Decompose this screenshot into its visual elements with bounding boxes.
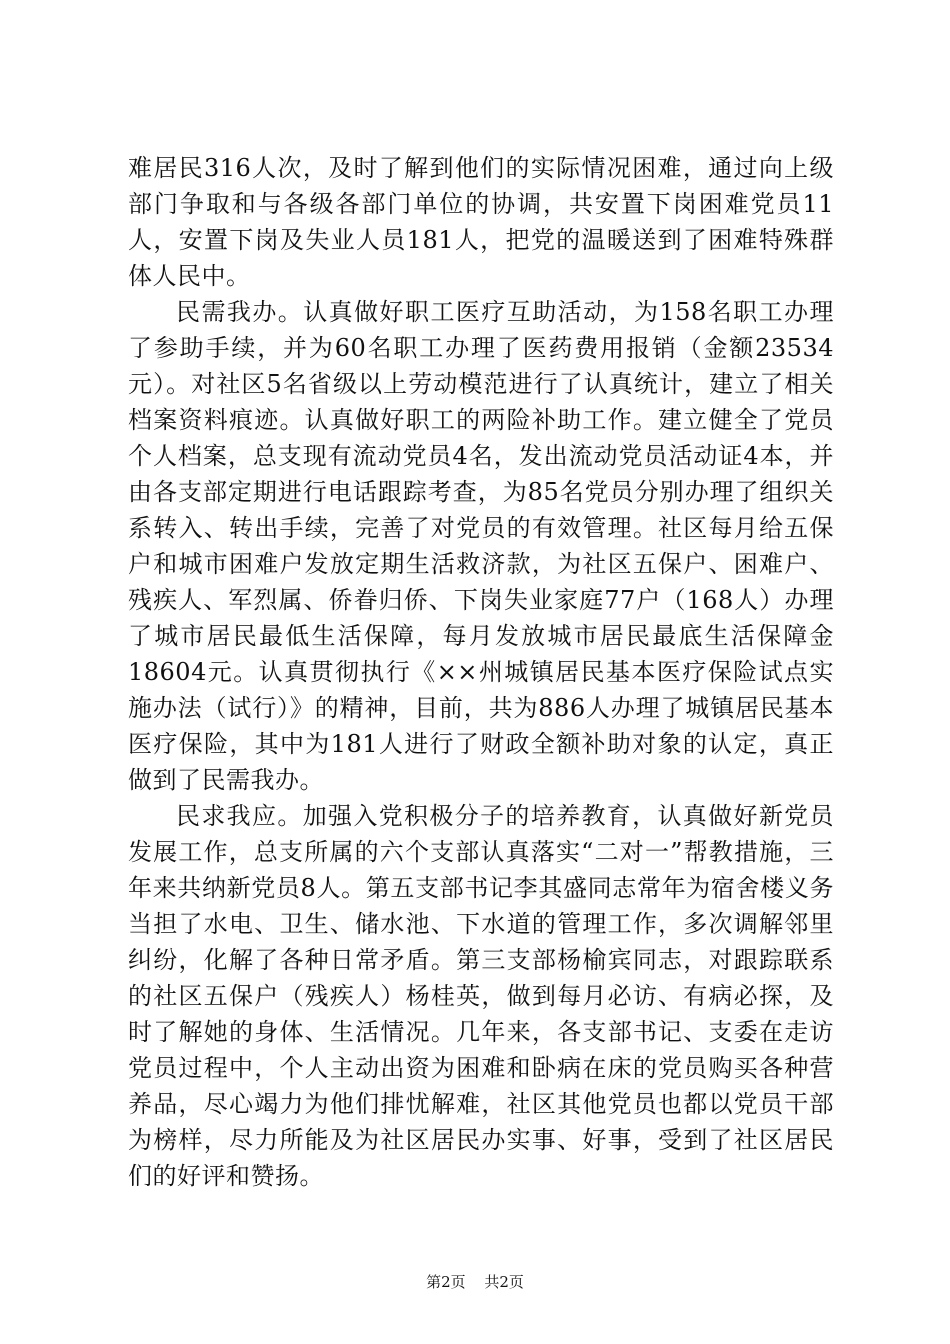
page-number: 第2页	[426, 1273, 466, 1291]
paragraph-continued: 难居民316人次，及时了解到他们的实际情况困难，通过向上级部门争取和与各级各部门单位的协调，共安置下岗困难党员11人，安置下岗及失业人员181人，把党的温暖送到了困难特殊群体人民中。	[128, 154, 834, 290]
page-footer	[0, 1272, 950, 1292]
document-body	[128, 150, 834, 1194]
paragraph-min-qiu-wo-ying: 民求我应。加强入党积极分子的培养教育，认真做好新党员发展工作，总支所属的六个支部认真落实“二对一”帮教措施，三年来共纳新党员8人。第五支部书记李其盛同志常年为宿舍楼义务当担了水电、卫生、储水池、下水道的管理工作，多次调解邻里纠纷，化解了各种日常矛盾。第三支部杨榆宾同志，对跟踪联系的社区五保户（残疾人）杨桂英，做到每月必访、有病必探，及时了解她的身体、生活情况。几年来，各支部书记、支委在走访党员过程中，个人主动出资为困难和卧病在床的党员购买各种营养品，尽心竭力为他们排忧解难，社区其他党员也都以党员干部为榜样，尽力所能及为社区居民办实事、好事，受到了社区居民们的好评和赞扬。	[128, 802, 834, 1190]
paragraph-min-xu-wo-ban: 民需我办。认真做好职工医疗互助活动，为158名职工办理了参助手续，并为60名职工办理了医药费用报销（金额23534元）。对社区5名省级以上劳动模范进行了认真统计，建立了相关档案资料痕迹。认真做好职工的两险补助工作。建立健全了党员个人档案，总支现有流动党员4名，发出流动党员活动证4本，并由各支部定期进行电话跟踪考查，为85名党员分别办理了组织关系转入、转出手续，完善了对党员的有效管理。社区每月给五保户和城市困难户发放定期生活救济款，为社区五保户、困难户、残疾人、军烈属、侨眷归侨、下岗失业家庭77户（168人）办理了城市居民最低生活保障，每月发放城市居民最底生活保障金18604元。认真贯彻执行《××州城镇居民基本医疗保险试点实施办法（试行）》的精神，目前，共为886人办理了城镇居民基本医疗保险，其中为181人进行了财政全额补助对象的认定，真正做到了民需我办。	[128, 298, 834, 794]
page-total: 共2页	[484, 1273, 524, 1291]
